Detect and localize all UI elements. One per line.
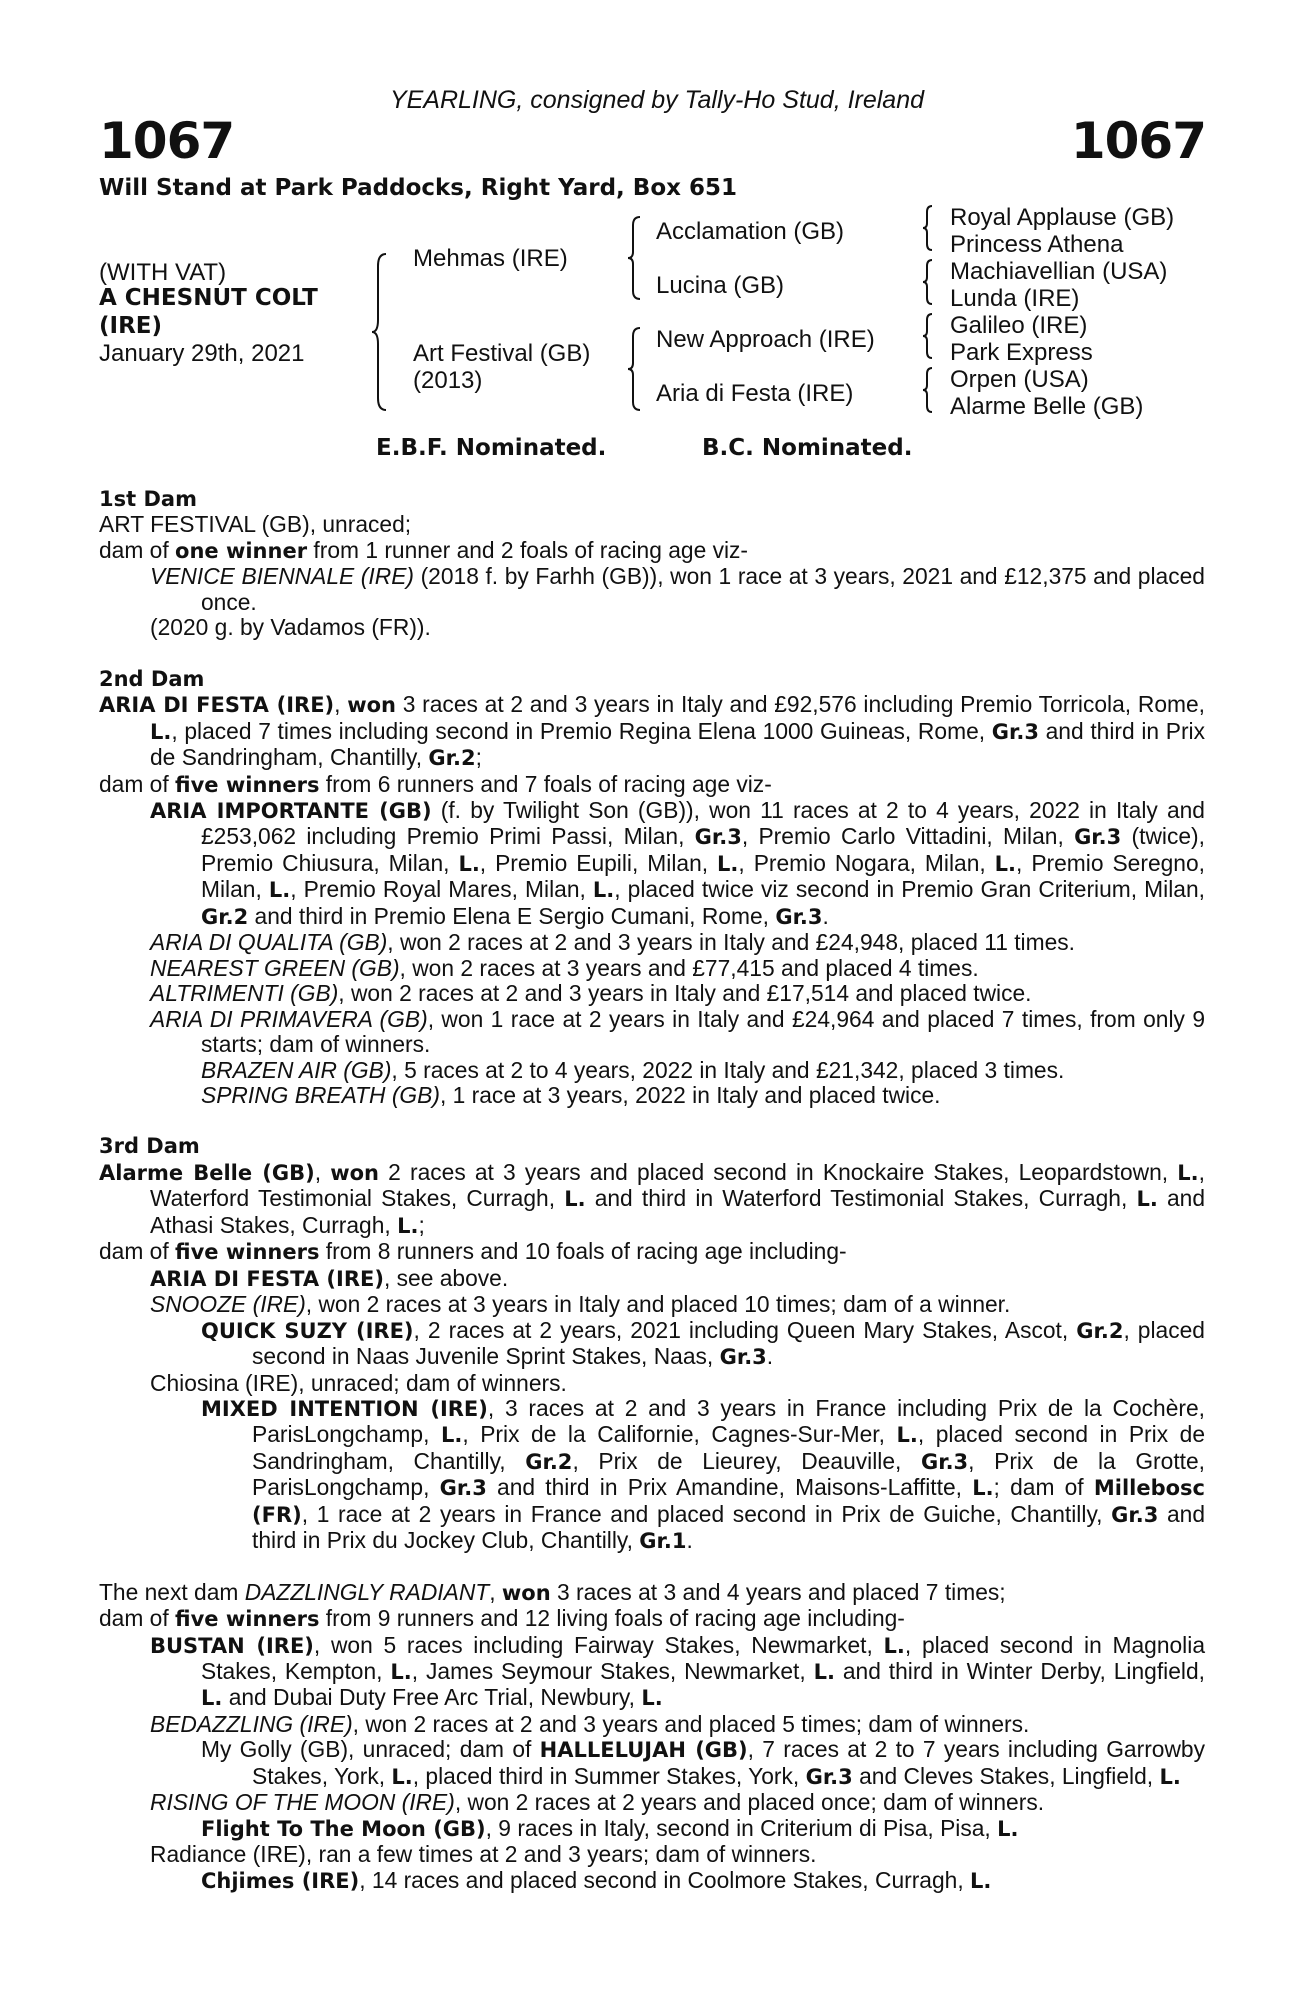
grandoffspring-flight-to-the-moon: Flight To The Moon (GB), 9 races in Italy, second in Criterium di Pisa, Pisa, L. [201,1814,1019,1841]
grandoffspring-chjimes: Chjimes (IRE), 14 races and placed second in Coolmore Stakes, Curragh, L. [201,1866,992,1893]
horse-name-line2: (IRE) [99,313,163,339]
grandoffspring-brazen-air: BRAZEN AIR (GB), 5 races at 2 to 4 years, 2022 in Italy and £21,342, placed 3 times. [201,1056,1065,1083]
offspring-aria-di-primavera: ARIA DI PRIMAVERA (GB), won 1 race at 2 years in Italy and £24,964 and placed 7 times, from only 9 starts; dam of winners. [150,1005,1206,1058]
date-of-birth: January 29th, 2021 [99,340,305,367]
offspring-aria-importante: ARIA IMPORTANTE (GB) (f. by Twilight Son (GB)), won 11 races at 2 to 4 years, 2022 in Italy and £253,062 including Premio Primi Passi, Milan, Gr.3, Premio Carlo Vittadini, Milan, Gr.3 (twice), Premio Chiusura, Milan, L., Premio Eupili, Milan, L., Premio Nogara, Milan, L., Premio Seregno, Milan, L., Premio Royal Mares, Milan, L., placed twice viz second in Premio Gran Criterium, Milan, Gr.2 and third in Premio Elena E Sergio Cumani, Rome, Gr.3. [150,796,1205,929]
offspring-bedazzling: BEDAZZLING (IRE), won 2 races at 2 and 3 years and placed 5 times; dam of winners. [150,1710,1030,1737]
dam-year: (2013) [413,367,483,394]
sire-dam: Lucina (GB) [656,272,785,299]
great-grandparent-4: Lunda (IRE) [950,285,1080,312]
pedigree-brace-g2 [921,258,935,306]
first-dam-line: ART FESTIVAL (GB), unraced; [99,511,412,538]
pedigree-brace-g1 [921,204,935,252]
pedigree-brace-main [370,252,390,412]
offspring-radiance: Radiance (IRE), ran a few times at 2 and 3 years; dam of winners. [150,1841,817,1868]
offspring-2020-gelding: (2020 g. by Vadamos (FR)). [150,614,431,641]
stand-location: Will Stand at Park Paddocks, Right Yard, Box 651 [99,175,737,201]
offspring-nearest-green: NEAREST GREEN (GB), won 2 races at 3 years and £77,415 and placed 4 times. [150,954,979,981]
grandoffspring-mixed-intention: MIXED INTENTION (IRE), 3 races at 2 and 3 years in France including Prix de la Cochère, ParisLongchamp, L., Prix de la Californie, Cagnes-Sur-Mer, L., placed second in Prix de Sandringham, Chantilly, Gr.2, Prix de Lieurey, Deauville, Gr.3, Prix de la Grotte, ParisLongchamp, Gr.3 and third in Prix Amandine, Maisons-Laffitte, L.; dam of Millebosc (FR), 1 race at 2 years in France and placed second in Prix de Guiche, Chantilly, Gr.3 and third in Prix du Jockey Club, Chantilly, Gr.1. [201,1394,1206,1554]
great-grandparent-6: Park Express [950,339,1093,366]
great-grandparent-5: Galileo (IRE) [950,312,1088,339]
sire-sire: Acclamation (GB) [656,218,845,245]
pedigree-brace-g4 [921,366,935,414]
dam: Art Festival (GB) [413,340,591,367]
first-dam-heading: 1st Dam [99,487,197,511]
lot-number-right: 1067 [1070,112,1206,170]
next-dam-record: The next dam DAZZLINGLY RADIANT, won 3 races at 3 and 4 years and placed 7 times; [99,1578,1006,1605]
pedigree-brace-sire [626,215,644,301]
ebf-nominated: E.B.F. Nominated. [376,435,607,461]
second-dam-heading: 2nd Dam [99,666,205,691]
first-dam-produce: dam of one winner from 1 runner and 2 foals of racing age viz- [99,536,749,563]
offspring-aria-di-qualita: ARIA DI QUALITA (GB), won 2 races at 2 and 3 years in Italy and £24,948, placed 11 times. [150,929,1075,956]
offspring-venice-biennale: VENICE BIENNALE (IRE) (2018 f. by Farhh (GB)), won 1 race at 3 years, 2021 and £12,375 and placed once. [150,563,1205,615]
offspring-chiosina: Chiosina (IRE), unraced; dam of winners. [150,1369,567,1396]
great-grandparent-1: Royal Applause (GB) [950,204,1175,231]
pedigree-brace-dam [626,326,644,412]
grandoffspring-quick-suzy: QUICK SUZY (IRE), 2 races at 2 years, 2021 including Queen Mary Stakes, Ascot, Gr.2, placed second in Naas Juvenile Sprint Stakes, Naas, Gr.3. [201,1316,1205,1370]
third-dam-heading: 3rd Dam [99,1134,200,1159]
great-grandparent-7: Orpen (USA) [950,366,1089,393]
aria-di-festa-record: ARIA DI FESTA (IRE), won 3 races at 2 and 3 years in Italy and £92,576 including Premio Torricola, Rome, L., placed 7 times including second in Premio Regina Elena 1000 Guineas, Rome, Gr.3 and third in Prix de Sandringham, Chantilly, Gr.2; [99,691,1206,771]
second-dam-produce: dam of five winners from 6 runners and 7 foals of racing age viz- [99,770,772,797]
third-dam-produce: dam of five winners from 8 runners and 10 foals of racing age including- [99,1238,847,1265]
great-grandparent-3: Machiavellian (USA) [950,258,1168,285]
lot-number-left: 1067 [99,112,235,170]
alarme-belle-record: Alarme Belle (GB), won 2 races at 3 years and placed second in Knockaire Stakes, Leopardstown, L., Waterford Testimonial Stakes, Curragh, L. and third in Waterford Testimonial Stakes, Curragh, L. and Athasi Stakes, Curragh, L.; [99,1158,1205,1238]
next-dam-produce: dam of five winners from 9 runners and 12 living foals of racing age including- [99,1605,905,1632]
offspring-aria-di-festa: ARIA DI FESTA (IRE), see above. [150,1264,509,1291]
grandoffspring-spring-breath: SPRING BREATH (GB), 1 race at 3 years, 2022 in Italy and placed twice. [201,1081,941,1108]
offspring-bustan: BUSTAN (IRE), won 5 races including Fairway Stakes, Newmarket, L., placed second in Magnolia Stakes, Kempton, L., James Seymour Stakes, Newmarket, L. and third in Winter Derby, Lingfield, L. and Dubai Duty Free Arc Trial, Newbury, L. [150,1631,1205,1711]
offspring-rising-of-the-moon: RISING OF THE MOON (IRE), won 2 races at 2 years and placed once; dam of winners. [150,1789,1045,1816]
vat-label: (WITH VAT) [99,259,227,286]
catalogue-body [99,486,1205,1894]
horse-name-line1: A CHESNUT COLT [99,285,318,311]
grandoffspring-my-golly: My Golly (GB), unraced; dam of HALLELUJAH (GB), 7 races at 2 to 7 years including Garrowby Stakes, York, L., placed third in Summer Stakes, York, Gr.3 and Cleves Stakes, Lingfield, L. [201,1736,1206,1789]
offspring-altrimenti: ALTRIMENTI (GB), won 2 races at 2 and 3 years in Italy and £17,514 and placed twice. [150,980,1032,1007]
bc-nominated: B.C. Nominated. [702,435,913,461]
pedigree-brace-g3 [921,312,935,360]
offspring-snooze: SNOOZE (IRE), won 2 races at 3 years in Italy and placed 10 times; dam of a winner. [150,1291,1011,1318]
dam-sire: New Approach (IRE) [656,326,875,353]
consignment-line: YEARLING, consigned by Tally-Ho Stud, Ireland [389,86,925,114]
sire: Mehmas (IRE) [413,245,568,272]
great-grandparent-2: Princess Athena [950,231,1124,258]
great-grandparent-8: Alarme Belle (GB) [950,393,1144,420]
dam-dam: Aria di Festa (IRE) [656,380,854,407]
